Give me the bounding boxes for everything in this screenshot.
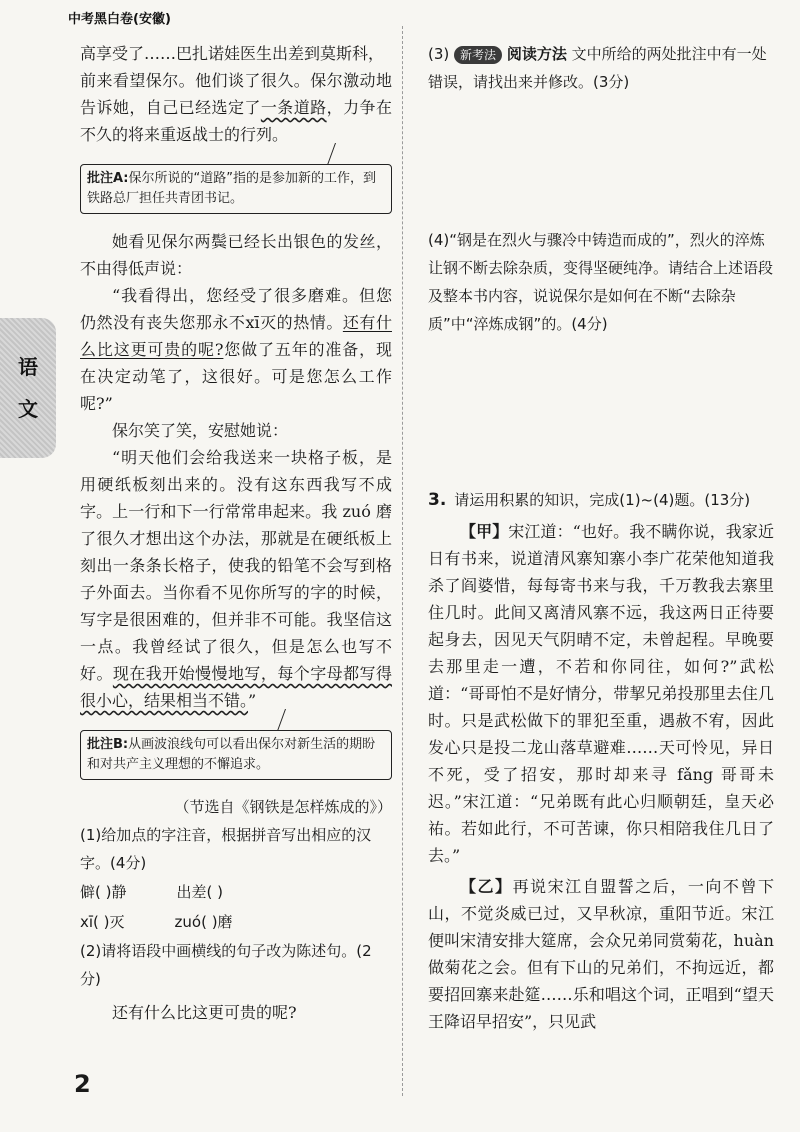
answer-space <box>428 338 774 486</box>
question-4: (4)“钢是在烈火与骤冷中铸造而成的”，烈火的淬炼让钢不断去除杂质，变得坚硬纯净。请结合上述语段及整本书内容，说说保尔是如何在不断“去除杂质”中“淬炼成钢”的。(4分) <box>428 231 774 333</box>
column-divider <box>402 26 403 1096</box>
blank-item[interactable]: zuó( )磨 <box>174 913 233 931</box>
excerpt-jia-text: 宋江道：“也好。我不瞒你说，我家近日有书来，说道清风寨知寨小李广花荣他知道我杀了阎婆惜，每每寄书来与我，千万教我去寨里住几时。此间又离清风寨不远，我这两日正待要起身去，因见天气阴晴不定，未曾起程。早晚要去那里走一遭，不若和你同往，如何?”武松道：“哥哥怕不是好情分，带挈兄弟投那里去住几时。只是武松做下的罪犯至重，遇赦不宥，因此发心只是投二龙山落草避难……天可怜见，异日不死，受了招安，那时却来寻 fǎng 哥哥未迟。”宋江道：“兄弟既有此心归顺朝廷，皇天必祐。若如此行，不可苦谏，你只相陪我住几日了去。” <box>428 522 774 865</box>
annotation-b-text: 从画波浪线句可以看出保尔对新生活的期盼和对共产主义理想的不懈追求。 <box>87 737 376 772</box>
annotation-a-text: 保尔所说的“道路”指的是参加新的工作，到铁路总厂担任共青团书记。 <box>87 171 376 206</box>
pinyin-xi: xī <box>245 313 260 332</box>
main-question-text: 请运用积累的知识，完成(1)~(4)题。(13分) <box>454 491 751 509</box>
question-3-number: (3) <box>428 45 450 63</box>
question-2: (2)请将语段中画横线的句子改为陈述句。(2分) <box>80 942 372 988</box>
subject-side-tab <box>0 318 56 458</box>
question-3-label: 阅读方法 <box>506 45 567 63</box>
wavy-underlined-phrase: 一条道路 <box>260 98 327 117</box>
annotation-a-label: 批注A: <box>87 171 129 186</box>
passage-paragraph <box>80 444 392 714</box>
passage-source: （节选自《钢铁是怎样炼成的》） <box>174 798 392 816</box>
passage-paragraph <box>80 67 392 148</box>
passage-paragraph: 她看见保尔两鬓已经长出银色的发丝，不由得低声说： <box>80 232 392 278</box>
excerpt-jia-label: 【甲】 <box>460 522 509 541</box>
blank-item[interactable]: 僻( )静 <box>80 883 127 901</box>
excerpt-yi-label: 【乙】 <box>460 877 513 896</box>
annotation-a-box <box>80 164 392 214</box>
side-tab-char-2: 文 <box>18 397 38 421</box>
passage-text: 灭的热情。 <box>259 313 343 332</box>
passage-line: 高享受了……巴扎诺娃医生出差到莫斯科， <box>80 44 385 63</box>
answer-row <box>80 907 392 937</box>
underlined-sentence: 还有什么比这更可贵的呢? <box>80 313 392 359</box>
question-2-sentence: 还有什么比这更可贵的呢? <box>112 1003 297 1022</box>
passage-text: 地告诉她，自己已经选定了 <box>80 71 392 117</box>
question-3 <box>428 40 774 96</box>
answer-space <box>428 96 774 226</box>
wavy-underlined-sentence: 现在我开始慢慢地写，每个字母都写得很小心，结果相当不错。 <box>80 664 392 710</box>
blank-item[interactable]: xī( )灭 <box>80 913 125 931</box>
answer-row <box>80 877 392 907</box>
excerpt-yi-text: 再说宋江自盟誓之后，一向不曾下山，不觉炎威已过，又早秋凉，重阳节近。宋江便叫宋清安排大筵席，会众兄弟同赏菊花，huàn 做菊花之会。但有下山的兄弟们，不拘远近，都要招回寨来赴筵……乐和唱这个词，正唱到“望天王降诏早招安”，只见武 <box>428 877 774 1031</box>
annotation-b-label: 批注B: <box>87 737 129 752</box>
passage-text: ” <box>248 691 257 710</box>
passage-text: “明天他们会给我送来一块格子板，是用硬纸板刻出来的。没有这东西我写不成字。上一行和下一行常常串起来。我 zuó 磨了很久才想出这个办法，那就是在硬纸板上刻出一条条长格子，使我的铅笔不会写到格子外面去。当你看不见你所写的字的时候，写字是很困难的，但并非不可能。我坚信这一点。我曾经试了很久，但是怎么也写不好。 <box>80 448 392 683</box>
annotation-b-box <box>80 730 392 780</box>
blank-item[interactable]: 出差( ) <box>176 883 223 901</box>
passage-text: 前来看望保尔。他们谈了很久。保尔激动 <box>80 71 376 90</box>
question-1: (1)给加点的字注音，根据拼音写出相应的汉字。(4分) <box>80 826 372 872</box>
page-number: 2 <box>74 1070 91 1098</box>
question-3-text: 文中所给的两处批注中有一处错误，请找出来并修改。(3分) <box>428 45 767 91</box>
passage-text: ，力争 <box>326 98 376 117</box>
passage-paragraph: 保尔笑了笑，安慰她说： <box>112 421 289 440</box>
excerpt-jia <box>428 518 774 869</box>
side-tab-char-1: 语 <box>18 355 38 379</box>
main-question-3 <box>428 486 774 514</box>
passage-paragraph <box>80 282 392 417</box>
passage-text: “我看得出，您经受了很多磨难。但您仍然没有丧失您那永不 <box>80 286 392 332</box>
running-header: 中考黑白卷(安徽) <box>68 12 171 27</box>
passage-text: 您做了五年的准备，现在决定动笔了，这很好。可是您怎么工作呢?” <box>80 340 392 413</box>
new-method-badge: 新考法 <box>454 46 502 64</box>
passage-text: 在不久的将来重返战士的行列。 <box>80 98 392 144</box>
right-column <box>428 40 774 1035</box>
excerpt-yi <box>428 873 774 1035</box>
left-column <box>80 40 392 1026</box>
main-question-number: 3. <box>428 490 447 510</box>
